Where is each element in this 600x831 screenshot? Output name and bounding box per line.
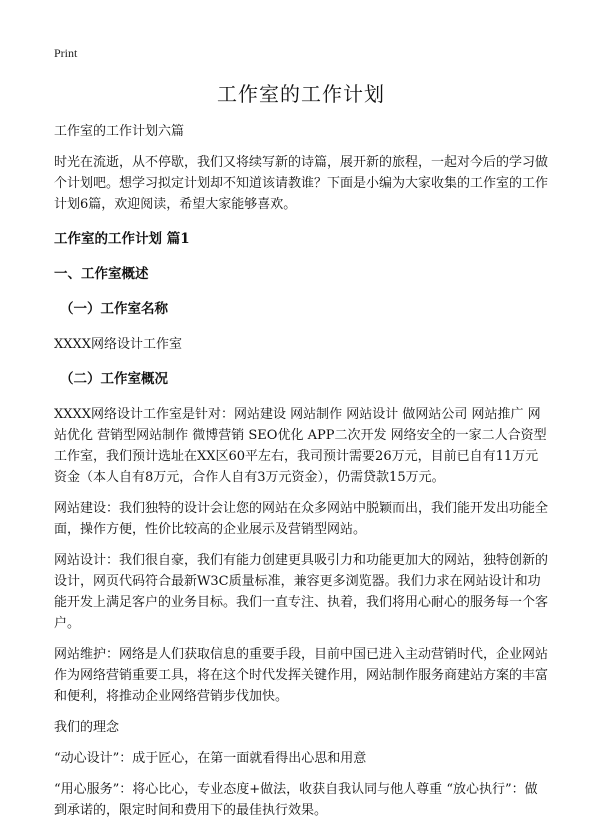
document-subtitle: 工作室的工作计划六篇 <box>54 124 185 139</box>
intro-paragraph: 时光在流逝，从不停歇，我们又将续写新的诗篇，展开新的旅程，一起对今后的学习做个计划吧。想学习拟定计划却不知道该请教谁？下面是小编为大家收集的工作室的工作计划6篇，欢迎阅读，希望大家能够喜欢。 <box>54 155 549 212</box>
philosophy-item: “用心服务”：将心比心，专业态度+做法，收获自我认同与他人尊重 “放心执行”：做到承诺的，限定时间和费用下的最佳执行效果。 <box>54 782 538 818</box>
philosophy-heading: 我们的理念 <box>54 720 120 735</box>
studio-name-heading: （一）工作室名称 <box>60 301 168 317</box>
section-heading: 工作室的工作计划 篇1 <box>54 231 190 247</box>
studio-name: XXXX网络设计工作室 <box>54 337 183 352</box>
website-design-paragraph: 网站设计：我们很自豪，我们有能力创建更具吸引力和功能更加大的网站，独特创新的设计，网页代码符合最新W3C质量标准，兼容更多浏览器。我们力求在网站设计和功能开发上满足客户的业务目标。我们一直专注、执着，我们将用心耐心的服务每一个客户。 <box>54 553 549 631</box>
document-body <box>54 78 548 831</box>
philosophy-item: “动心设计”：成于匠心，在第一面就看得出心思和用意 <box>54 751 367 766</box>
overview-heading: 一、工作室概述 <box>54 266 149 282</box>
page-title: 工作室的工作计划 <box>217 82 385 106</box>
studio-summary-heading: （二）工作室概况 <box>60 371 168 387</box>
website-maintenance-paragraph: 网站维护：网络是人们获取信息的重要手段，目前中国已进入主动营销时代，企业网站作为网络营销重要工具，将在这个时代发挥关键作用，网站制作服务商建站方案的丰富和便利，将推动企业网络营销步伐加快。 <box>54 647 549 704</box>
website-building-paragraph: 网站建设：我们独特的设计会让您的网站在众多网站中脱颖而出，我们能开发出功能全面，操作方便，性价比较高的企业展示及营销型网站。 <box>54 501 549 537</box>
studio-summary-paragraph: XXXX网络设计工作室是针对：网站建设 网站制作 网站设计 做网站公司 网站推广 网站优化 营销型网站制作 微博营销 SEO优化 APP二次开发 网络安全的一家二人合资型工作室，我们预计选址在XX区60平左右，我司预计需要26万元，目前已自有11万元资金（本人自有8万元，合作人自有3万元资金），仍需贷款15万元。 <box>54 407 547 485</box>
print-link[interactable]: Print <box>54 46 78 60</box>
